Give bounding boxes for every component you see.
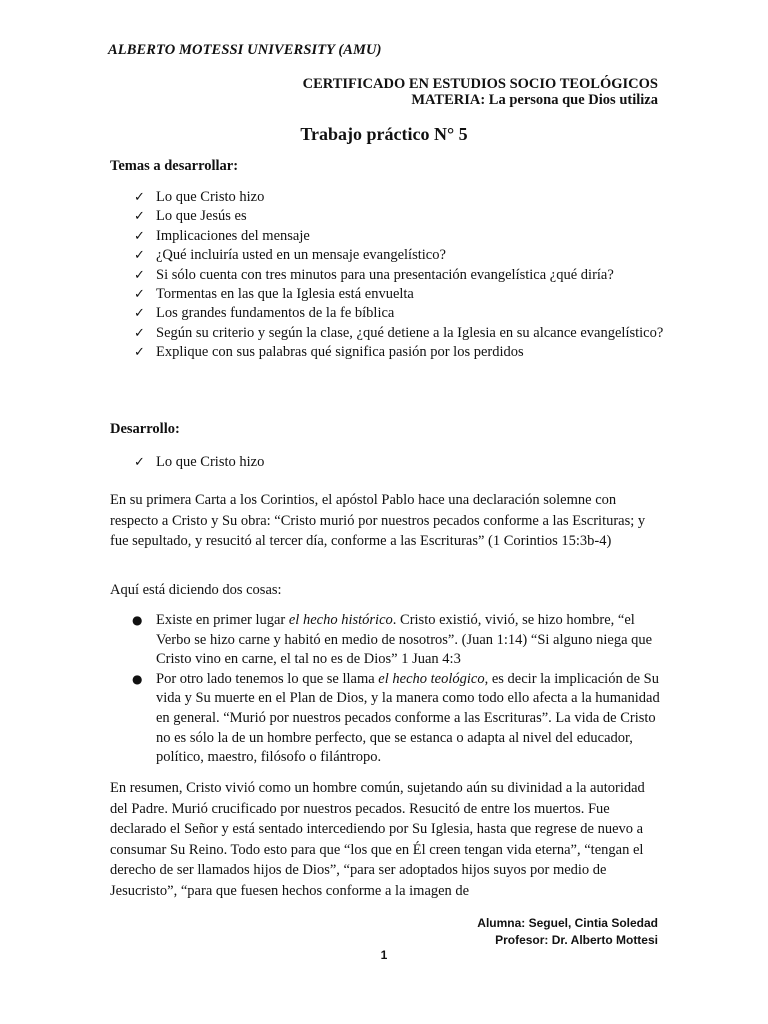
topics-heading: Temas a desarrollar: <box>110 158 239 174</box>
list-item <box>134 188 664 207</box>
checkmark-icon: ✓ <box>134 190 145 205</box>
checkmark-icon: ✓ <box>134 209 145 225</box>
topic-text: Según su criterio y según la clase, ¿qué detiene a la Iglesia en su alcance evangelístico? <box>156 324 664 341</box>
bullet-emphasis: el hecho histórico <box>288 612 393 628</box>
bullet-text-pre: Existe en primer lugar <box>156 612 289 628</box>
checkmark-icon: ✓ <box>134 287 145 303</box>
university-name: ALBERTO MOTESSI UNIVERSITY (AMU) <box>108 42 382 58</box>
topic-text: Los grandes fundamentos de la fe bíblica <box>156 305 395 322</box>
list-item <box>134 207 664 226</box>
topic-text: Si sólo cuenta con tres minutos para una presentación evangelística ¿qué diría? <box>156 266 614 283</box>
checkmark-icon: ✓ <box>134 345 145 361</box>
checkmark-icon: ✓ <box>134 267 145 283</box>
checkmark-icon: ✓ <box>134 306 145 322</box>
list-item <box>134 324 664 343</box>
bullet-text-pre: Por otro lado tenemos lo que se llama <box>156 670 379 687</box>
list-item <box>134 453 654 472</box>
list-item <box>134 227 664 246</box>
list-item <box>134 266 664 285</box>
paragraph-summary: En resumen, Cristo vivió como un hombre común, sujetando aún su divinidad a la autoridad del Padre. Murió crucificado por nuestros pecados. Resucitó de entre los muertos. Fue declarado el Señor y está sentado intercediendo por Su Iglesia, hasta que regrese de nuevo a consumar Su Reino. Todo esto para que “los que en Él creen tengan vida eterna”, “tengan el derecho de ser llamados hijos de Dios”, “para ser adoptados hijos suyos por medio de Jesucristo”, “para que fuesen hechos conforme a la imagen de <box>110 780 645 899</box>
list-item <box>134 304 664 323</box>
bullet-icon: ● <box>132 671 143 686</box>
bullet-text-post: , es decir la implicación de Su vida y Su muerte en el Plan de Dios, y la manera como todo ello afecta a la humanidad en general. “Murió por nuestros pecados conforme a las Escrituras”. La vida de Cristo no es sólo la de un hombre perfecto, que se estanca o adapta al nivel del educador, político, maestro, filósofo o filántropo. <box>156 670 660 766</box>
topics-list <box>134 188 664 363</box>
student-name: Alumna: Seguel, Cintia Soledad <box>477 916 658 930</box>
page-title: Trabajo práctico N° 5 <box>300 124 468 144</box>
facts-list <box>132 611 660 768</box>
checkmark-icon: ✓ <box>134 455 145 470</box>
professor-name: Profesor: Dr. Alberto Mottesi <box>495 933 658 947</box>
list-item <box>134 246 664 265</box>
subtopic-text: Lo que Cristo hizo <box>156 454 265 470</box>
topic-text: Explique con sus palabras qué significa pasión por los perdidos <box>156 344 524 361</box>
certificate-title: CERTIFICADO EN ESTUDIOS SOCIO TEOLÓGICOS <box>302 76 658 92</box>
list-item <box>132 611 660 670</box>
subject-title: MATERIA: La persona que Dios utiliza <box>411 92 658 108</box>
topic-text: Lo que Jesús es <box>156 208 247 225</box>
paragraph-two-things: Aquí está diciendo dos cosas: <box>110 582 282 598</box>
checkmark-icon: ✓ <box>134 325 145 341</box>
topic-text: Lo que Cristo hizo <box>156 189 265 205</box>
topic-text: ¿Qué incluiría usted en un mensaje evangelístico? <box>156 247 446 264</box>
list-item <box>132 670 660 768</box>
list-item <box>134 343 664 362</box>
topic-text: Tormentas en las que la Iglesia está envuelta <box>156 286 414 303</box>
bullet-emphasis: el hecho teológico <box>378 670 485 687</box>
development-subtopic-list <box>134 453 654 472</box>
paragraph-corinthians: En su primera Carta a los Corintios, el apóstol Pablo hace una declaración solemne con respecto a Cristo y Su obra: “Cristo murió por nuestros pecados conforme a las Escrituras; y fue sepultado, y resucitó al tercer día, conforme a las Escrituras” (1 Corintios 15:3b-4) <box>110 492 646 549</box>
list-item <box>134 285 664 304</box>
page-number: 1 <box>380 948 388 962</box>
checkmark-icon: ✓ <box>134 228 145 244</box>
bullet-icon: ● <box>132 613 143 627</box>
topic-text: Implicaciones del mensaje <box>156 227 310 244</box>
bullet-text-post: . Cristo existió, vivió, se hizo hombre, “el Verbo se hizo carne y habitó en medio de nosotros”. (Juan 1:14) “Si alguno niega que Cristo vino en carne, el tal no es de Dios” 1 Juan 4:3 <box>156 612 653 668</box>
development-heading: Desarrollo: <box>110 421 180 437</box>
checkmark-icon: ✓ <box>134 248 145 264</box>
